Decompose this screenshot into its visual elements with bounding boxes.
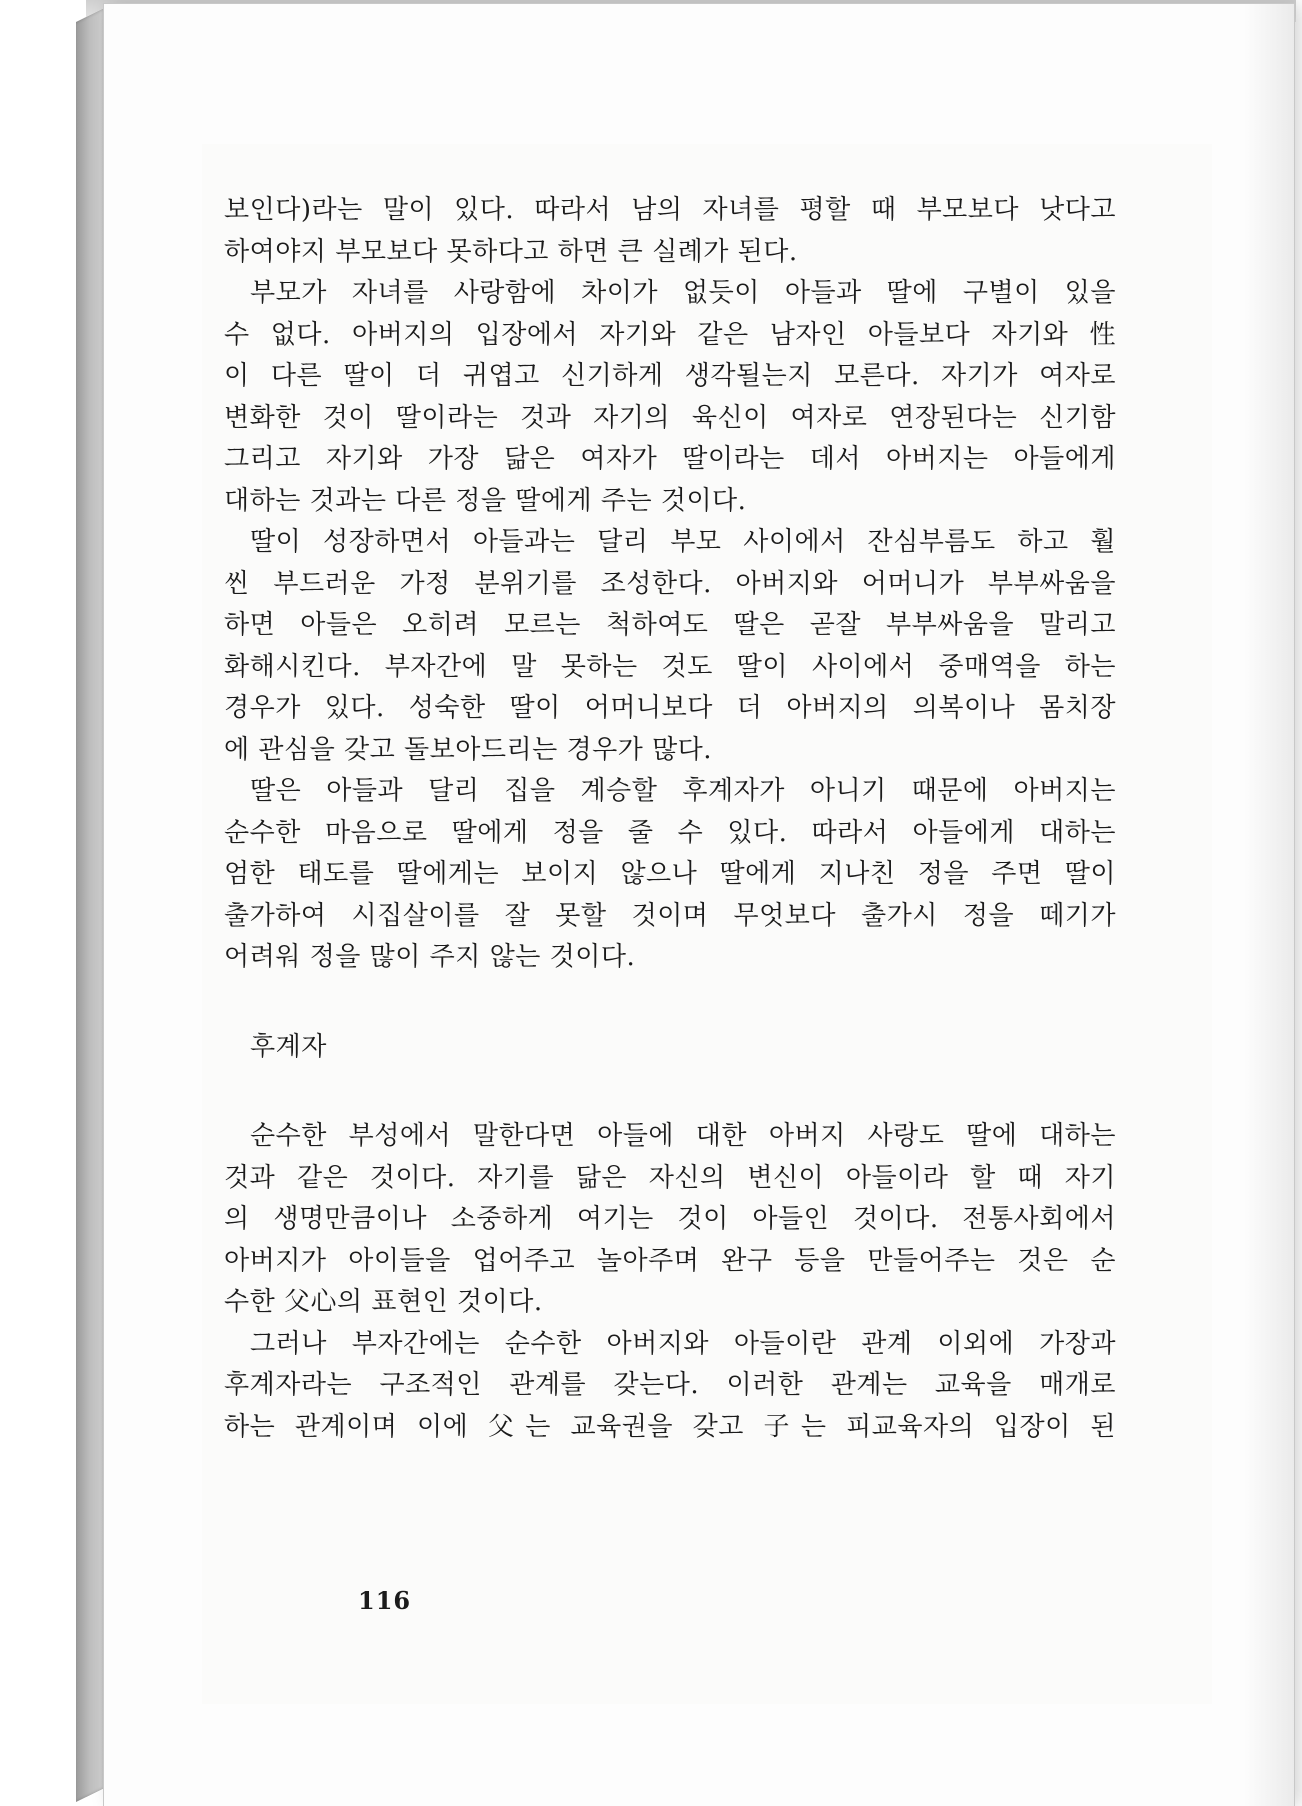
text-line: 후계자라는 구조적인 관계를 갖는다. 이러한 관계는 교육을 매개로 [224,1370,1116,1400]
text-line: 것과 같은 것이다. 자기를 닮은 자신의 변신이 아들이라 할 때 자기 [224,1162,1116,1193]
page-body [224,190,1116,1448]
paragraph-1 [224,190,1116,273]
text-line: 화해시킨다. 부자간에 말 못하는 것도 딸이 사이에서 중매역을 하는 [224,651,1116,682]
text-line: 하면 아들은 오히려 모르는 척하여도 딸은 곧잘 부부싸움을 말리고 [224,610,1116,640]
text-line: 어려워 정을 많이 주지 않는 것이다. [224,942,636,972]
text-line: 그리고 자기와 가장 닮은 여자가 딸이라는 데서 아버지는 아들에게 [224,444,1116,474]
text-line: 출가하여 시집살이를 잘 못할 것이며 무엇보다 출가시 정을 떼기가 [224,900,1116,931]
paragraph-2 [224,273,1116,522]
text-line: 변화한 것이 딸이라는 것과 자기의 육신이 여자로 연장된다는 신기함 [224,402,1116,433]
text-line: 딸은 아들과 달리 집을 계승할 후계자가 아니기 때문에 아버지는 [250,776,1116,806]
text-line: 순수한 마음으로 딸에게 정을 줄 수 있다. 따라서 아들에게 대하는 [224,817,1116,848]
section-heading: 후계자 [250,1031,327,1062]
text-line: 아버지가 아이들을 업어주고 놀아주며 완구 등을 만들어주는 것은 순 [224,1245,1116,1276]
text-line: 엄한 태도를 딸에게는 보이지 않으나 딸에게 지나친 정을 주면 딸이 [224,859,1116,889]
text-line: 순수한 부성에서 말한다면 아들에 대한 아버지 사랑도 딸에 대하는 [250,1121,1116,1151]
text-line: 하여야지 부모보다 못하다고 하면 큰 실례가 된다. [224,236,798,267]
text-line: 그러나 부자간에는 순수한 아버지와 아들이란 관계 이외에 가장과 [250,1328,1116,1359]
text-line: 경우가 있다. 성숙한 딸이 어머니보다 더 아버지의 의복이나 몸치장 [224,693,1116,723]
text-line: 수 없다. 아버지의 입장에서 자기와 같은 남자인 아들보다 자기와 性 [224,319,1116,350]
text-line: 대하는 것과는 다른 정을 딸에게 주는 것이다. [224,485,747,516]
page-right-shade [1244,4,1294,1806]
text-line: 에 관심을 갖고 돌보아드리는 경우가 많다. [224,734,713,765]
text-line: 딸이 성장하면서 아들과는 달리 부모 사이에서 잔심부름도 하고 훨 [250,527,1116,557]
paragraph-4 [224,771,1116,979]
text-line: 씬 부드러운 가정 분위기를 조성한다. 아버지와 어머니가 부부싸움을 [224,568,1116,599]
text-line: 하는 관계이며 이에 父는 교육권을 갖고 子는 피교육자의 입장이 된 [224,1411,1116,1442]
book-spine-edge [76,7,106,1802]
paragraph-5 [224,1116,1116,1324]
page-number: 116 [358,1586,412,1615]
text-line: 수한 父心의 표현인 것이다. [224,1287,543,1317]
text-line: 보인다)라는 말이 있다. 따라서 남의 자녀를 평할 때 부모보다 낫다고 [224,195,1116,225]
paragraph-3 [224,522,1116,771]
book-page [104,4,1294,1806]
text-line: 의 생명만큼이나 소중하게 여기는 것이 아들인 것이다. 전통사회에서 [224,1204,1116,1234]
paragraph-6 [224,1324,1116,1449]
text-line: 이 다른 딸이 더 귀엽고 신기하게 생각될는지 모른다. 자기가 여자로 [224,361,1116,391]
text-line: 부모가 자녀를 사랑함에 차이가 없듯이 아들과 딸에 구별이 있을 [250,278,1116,308]
